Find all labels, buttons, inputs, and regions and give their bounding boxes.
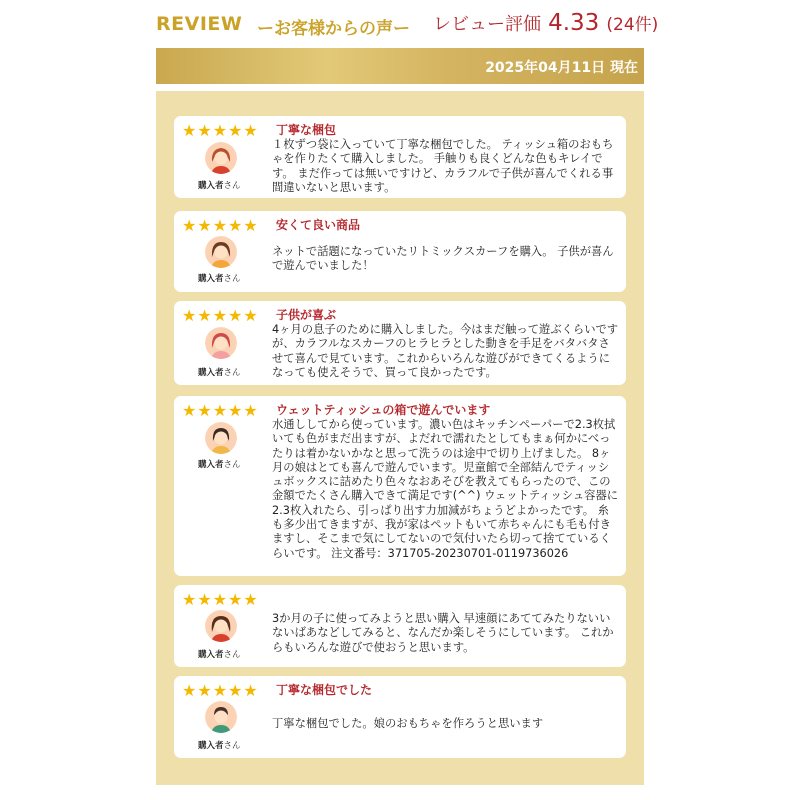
buyer-label: 購入者さん (198, 181, 241, 191)
woman-avatar-icon (205, 142, 237, 174)
date-banner (156, 48, 644, 84)
woman-avatar-icon (205, 327, 237, 359)
rating-score: 4.33 (548, 10, 600, 36)
buyer-label: 購入者さん (198, 274, 241, 284)
buyer-label: 購入者さん (198, 460, 241, 470)
buyer-label: 購入者さん (198, 741, 241, 751)
review-body: １枚ずつ袋に入っていて丁寧な梱包でした。 ティッシュ箱のおもちゃを作りたくて購入しました。 手触りも良くどんな色もキレイです。 まだ作っては無いですけど、カラフルで子供が喜んでくれる事間違いないと思います。 (272, 138, 614, 194)
review-title: 安くて良い商品 (276, 218, 361, 232)
star-rating: ★★★★★ (182, 401, 259, 420)
star-rating: ★★★★★ (182, 681, 259, 700)
woman-avatar-icon (205, 422, 237, 454)
star-rating: ★★★★★ (182, 306, 259, 325)
buyer-label: 購入者さん (198, 368, 241, 378)
review-body: 丁寧な梱包でした。娘のおもちゃを作ろうと思います (272, 717, 544, 730)
review-card (174, 396, 626, 576)
customer-voice-heading: ーお客様からの声ー (257, 19, 410, 39)
as-of-date: 2025年04月11日 現在 (485, 60, 638, 76)
woman-avatar-icon (205, 610, 237, 642)
star-rating: ★★★★★ (182, 121, 259, 140)
rating-count: (24件) (606, 15, 659, 35)
review-title: 丁寧な梱包でした (276, 683, 373, 697)
buyer-label: 購入者さん (198, 650, 241, 660)
review-header (0, 0, 800, 48)
review-card (174, 585, 626, 667)
review-body: 水通ししてから使っています。濃い色はキッチンペーパーで2.3枚拭いても色がまだ出ますが、よだれで濡れたとしてもまぁ何かにべったりは着かないかなと思って洗うのは途中で切り上げました。 8ヶ月の娘はとても喜んで遊んでいます。児童館で全部結んでティッシュボックスに詰めたり色々なおあそびを教えてもらったので、この金額でたくさん購入できて満足です(^^) ウェットティッシュ容器に2.3枚入れたら、引っぱり出す力加減がちょうどよかったです。 糸も多少出てきますが、我が家はペットもいて赤ちゃんにも毛も付きますし、そこまで気にしてないので気付いたら切って捨てているくらいです。 注文番号：371705-20230701-0119736026 (272, 418, 619, 560)
woman-avatar-icon (205, 236, 237, 268)
review-card (174, 676, 626, 758)
review-body: ネットで話題になっていたリトミックスカーフを購入。 子供が喜んで遊んでいました！ (272, 245, 614, 273)
star-rating: ★★★★★ (182, 216, 259, 235)
review-body: 3か月の子に使ってみようと思い購入 早速顔にあててみたりないいないばあなどしてみると、なんだか楽しそうにしています。 これからもいろんな遊びで使おうと思います。 (272, 612, 614, 654)
review-card (174, 116, 626, 198)
rating-label: レビュー評価 (433, 14, 541, 35)
review-title: 丁寧な梱包 (276, 123, 337, 137)
review-heading: REVIEW (156, 13, 243, 35)
star-rating: ★★★★★ (182, 590, 259, 609)
review-panel (156, 91, 644, 785)
rating-summary (433, 10, 658, 36)
review-body: 4ヶ月の息子のために購入しました。今はまだ触って遊ぶくらいですが、カラフルなスカーフのヒラヒラとした動きを手足をバタバタさせて喜んで見ています。これからいろんな遊びができてくるようになっても使えそうで、買って良かったです。 (272, 323, 619, 379)
man-avatar-icon (205, 701, 237, 733)
review-card (174, 301, 626, 385)
review-title: ウェットティッシュの箱で遊んでいます (276, 403, 491, 417)
review-card (174, 211, 626, 292)
review-title: 子供が喜ぶ (276, 308, 337, 322)
